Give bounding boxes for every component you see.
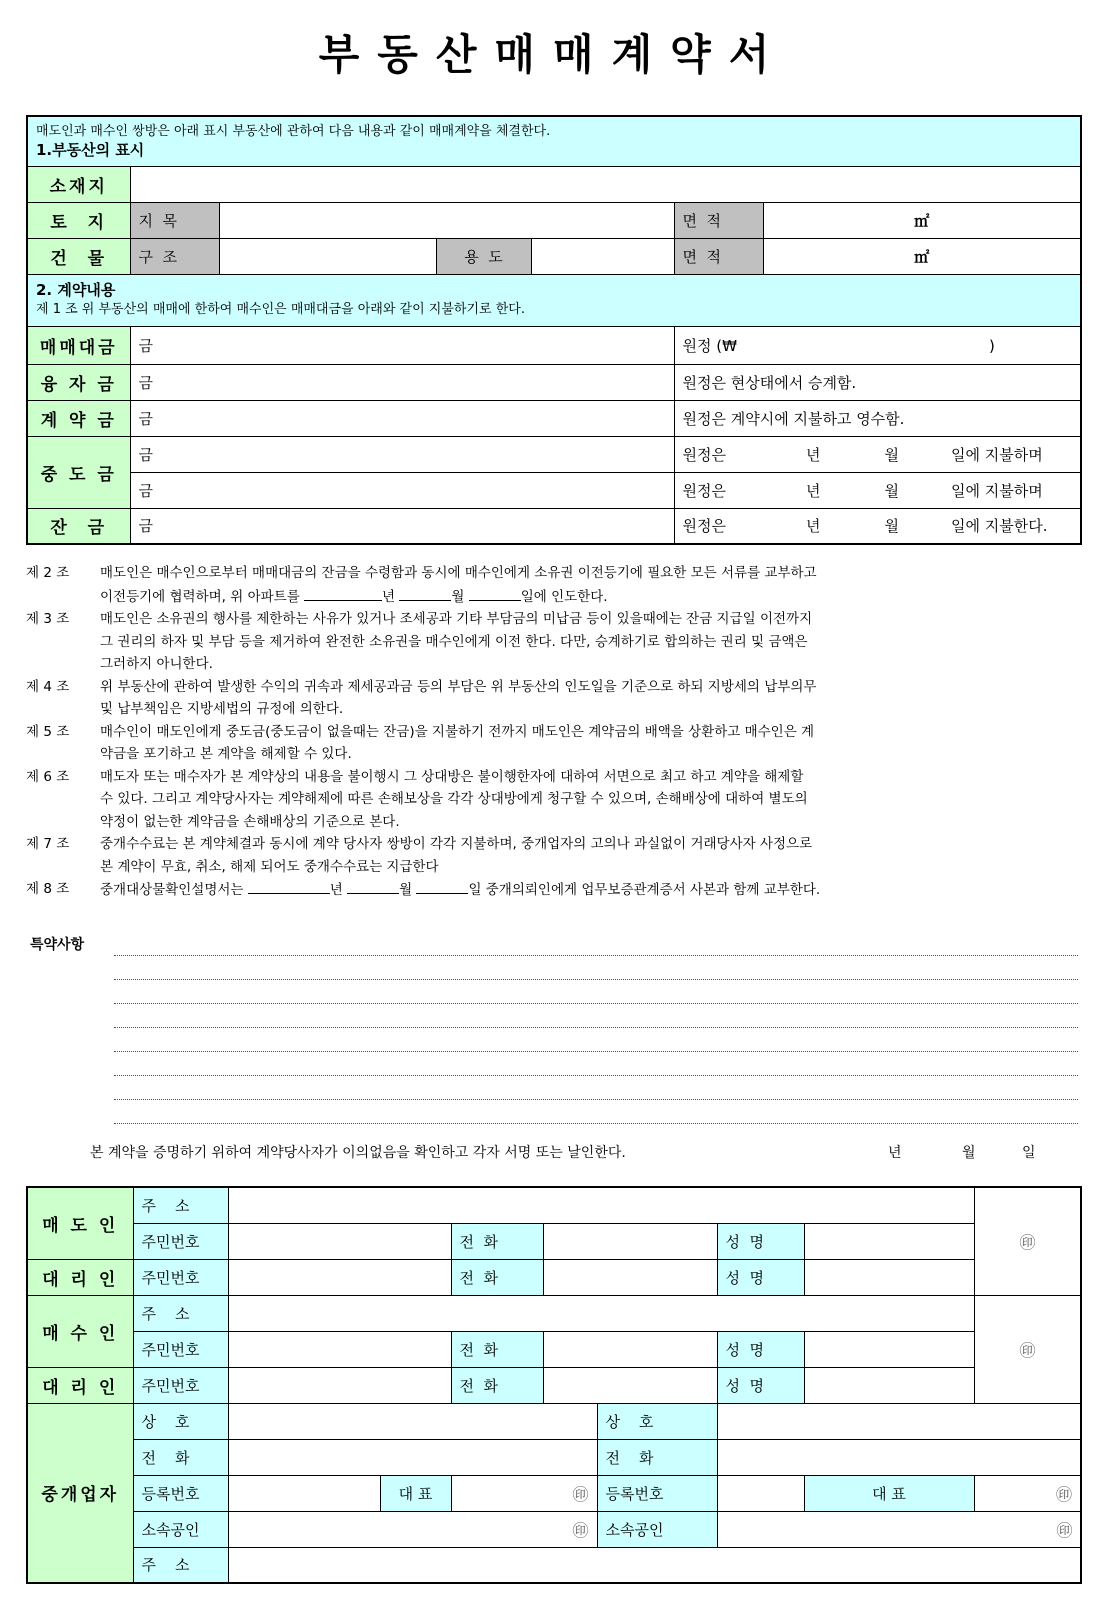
articles [26, 562, 1072, 902]
seller-agent-name-field[interactable] [804, 1259, 974, 1295]
year-text: 년 [805, 517, 821, 536]
year-text: 년 [805, 445, 821, 464]
price-amount-field[interactable] [130, 326, 674, 364]
broker-address-field[interactable] [228, 1547, 1081, 1583]
article-8 [26, 878, 1072, 902]
broker1-rep-label: 대 표 [380, 1475, 451, 1511]
article-no: 제 7 조 [26, 836, 70, 852]
article-no: 제 2 조 [26, 565, 70, 581]
article-no: 제 3 조 [26, 611, 70, 627]
broker2-rep-seal-icon[interactable]: ㊞ [974, 1475, 1081, 1511]
article-no: 제 5 조 [26, 723, 70, 740]
buyer-agent-phone-label: 전 화 [451, 1367, 543, 1403]
broker2-affiliate-label: 소속공인 [597, 1511, 717, 1547]
broker1-reg-field[interactable] [228, 1475, 380, 1511]
month-text: 월 [884, 517, 899, 536]
broker1-firm-field[interactable] [228, 1403, 597, 1439]
intro-cell [27, 116, 1081, 166]
day-pay-text: 일에 지불하며 [950, 445, 1043, 464]
special-terms-line[interactable] [114, 1099, 1078, 1100]
year-text: 년 [805, 481, 821, 500]
buyer-seal-icon: ㊞ [974, 1295, 1081, 1403]
special-terms-line[interactable] [114, 1123, 1078, 1124]
use-label: 용 도 [436, 238, 531, 274]
price-won-cell [674, 326, 1081, 364]
delivery-day-field[interactable] [416, 878, 468, 894]
article-text: 수 있다. 그리고 계약당사자는 계약해제에 따른 손해보상을 각각 상대방에게 청구할 수 있으며, 손해배상에 대하여 별도의 [100, 791, 808, 807]
article-text: 그러하지 아니한다. [100, 656, 213, 672]
special-terms-line[interactable] [114, 1051, 1078, 1052]
property-table [26, 115, 1082, 545]
buyer-address-field[interactable] [228, 1295, 974, 1331]
broker2-phone-label: 전 화 [597, 1439, 717, 1475]
special-terms-line[interactable] [114, 979, 1078, 980]
article-text: 중개수수료는 본 계약체결과 동시에 계약 당사자 쌍방이 각각 지불하며, 중개업자의 고의나 과실없이 거래당사자 사정으로 [100, 836, 813, 852]
article-4 [26, 676, 1072, 721]
article-no: 제 4 조 [26, 678, 70, 695]
seller-seal-icon: ㊞ [974, 1187, 1081, 1295]
location-field[interactable] [130, 166, 1081, 202]
geum-text: 금 [138, 481, 153, 500]
loan-won-text: 원정은 현상태에서 승계함. [674, 364, 1081, 400]
geum-text: 금 [138, 445, 153, 464]
broker2-phone-field[interactable] [717, 1439, 1081, 1475]
middle1-amount-field[interactable] [130, 436, 674, 472]
seller-label: 매 도 인 [27, 1187, 133, 1259]
buyer-agent-name-field[interactable] [804, 1367, 974, 1403]
middle2-won-cell [674, 472, 1081, 508]
land-area-field[interactable]: ㎡ [763, 202, 1081, 238]
day-pay-text: 일에 지불하며 [950, 481, 1043, 500]
loan-label: 융 자 금 [27, 364, 130, 400]
broker-address-label: 주 소 [133, 1547, 228, 1583]
seller-agent-id-field[interactable] [228, 1259, 451, 1295]
seller-name-field[interactable] [804, 1223, 974, 1259]
broker2-rep-label: 대 표 [804, 1475, 974, 1511]
month-text: 월 [884, 445, 899, 464]
special-terms-line[interactable] [114, 1027, 1078, 1028]
section1-title: 1.부동산의 표시 [36, 141, 145, 160]
balance-won-cell [674, 508, 1081, 544]
buyer-name-label: 성 명 [717, 1331, 804, 1367]
handover-day-field[interactable] [469, 585, 521, 601]
seller-id-label: 주민번호 [133, 1223, 228, 1259]
buyer-phone-field[interactable] [543, 1331, 717, 1367]
geum-text: 금 [138, 517, 153, 536]
broker2-firm-label: 상 호 [597, 1403, 717, 1439]
price-label: 매매대금 [27, 326, 130, 364]
day-text: 일 중개의뢰인에게 업무보증관계증서 사본과 함께 교부한다. [468, 882, 821, 898]
special-terms-line[interactable] [114, 1075, 1078, 1076]
confirm-text: 본 계약을 증명하기 위하여 계약당사자가 이의없음을 확인하고 각자 서명 또는 날인한다. [90, 1145, 626, 1161]
article-text: 매도인은 소유권의 행사를 제한하는 사유가 있거나 조세공과 기타 부담금의 미납금 등이 있을때에는 잔금 지급일 이전까지 [100, 611, 813, 627]
special-terms-label: 특약사항 [30, 937, 85, 953]
seller-agent-name-label: 성 명 [717, 1259, 804, 1295]
use-field[interactable] [531, 238, 674, 274]
buyer-id-label: 주민번호 [133, 1331, 228, 1367]
parties-table [26, 1186, 1082, 1584]
buyer-agent-phone-field[interactable] [543, 1367, 717, 1403]
deposit-label: 계 약 금 [27, 400, 130, 436]
buyer-agent-label: 대 리 인 [27, 1367, 133, 1403]
geum-text: 금 [138, 409, 153, 428]
price-paren: ) [988, 336, 995, 355]
seller-agent-phone-label: 전 화 [451, 1259, 543, 1295]
buyer-address-label: 주 소 [133, 1295, 228, 1331]
broker1-rep-seal-icon[interactable]: ㊞ [451, 1475, 597, 1511]
broker2-reg-field[interactable] [717, 1475, 804, 1511]
article-text: 위 부동산에 관하여 발생한 수익의 귀속과 제세공과금 등의 부담은 위 부동산의 인도일을 기준으로 하되 지방세의 납부의무 [100, 678, 817, 695]
seller-agent-phone-field[interactable] [543, 1259, 717, 1295]
delivery-month-field[interactable] [347, 878, 399, 894]
article-no: 제 8 조 [26, 881, 70, 897]
won-text: 원정은 [682, 517, 726, 536]
broker1-firm-label: 상 호 [133, 1403, 228, 1439]
broker1-reg-label: 등록번호 [133, 1475, 228, 1511]
won-text: 원정은 [682, 445, 726, 464]
seller-address-label: 주 소 [133, 1187, 228, 1223]
article-text: 매수인이 매도인에게 중도금(중도금이 없을때는 잔금)을 지불하기 전까지 매도인은 계약금의 배액을 상환하고 매수인은 계 [100, 723, 815, 740]
land-area-label: 면 적 [674, 202, 763, 238]
land-label: 토 지 [27, 202, 130, 238]
broker2-firm-field[interactable] [717, 1403, 1081, 1439]
article1-text: 제 1 조 위 부동산의 매매에 한하여 매수인은 매매대금을 아래와 같이 지불하기로 한다. [36, 302, 525, 317]
balance-label: 잔 금 [27, 508, 130, 544]
broker2-affiliate-seal-icon[interactable]: ㊞ [717, 1511, 1081, 1547]
price-won-text: 원정 (₩ [682, 336, 737, 355]
article-text: 중개대상물확인설명서는 [100, 882, 244, 898]
broker2-reg-label: 등록번호 [597, 1475, 717, 1511]
deposit-won-text: 원정은 계약시에 지불하고 영수함. [674, 400, 1081, 436]
year-text: 년 [329, 882, 343, 898]
article-text: 및 납부책임은 지방세법의 규정에 의한다. [100, 701, 344, 717]
article-text: 약금을 포기하고 본 계약을 해제할 수 있다. [100, 746, 352, 762]
building-label: 건 물 [27, 238, 130, 274]
page-title: 부동산매매계약서 [318, 30, 788, 79]
sign-month: 월 [962, 1145, 976, 1161]
article-text: 그 권리의 하자 및 부담 등을 제거하여 완전한 소유권을 매수인에게 이전 한다. 다만, 승계하기로 합의하는 권리 및 금액은 [100, 633, 808, 650]
buyer-agent-name-label: 성 명 [717, 1367, 804, 1403]
buyer-name-field[interactable] [804, 1331, 974, 1367]
middle1-won-cell [674, 436, 1081, 472]
land-category-field[interactable] [219, 202, 674, 238]
article-2 [26, 562, 1072, 608]
buyer-label: 매 수 인 [27, 1295, 133, 1367]
handover-year-field[interactable] [304, 585, 382, 601]
delivery-year-field[interactable] [248, 878, 330, 894]
land-category-label: 지 목 [130, 202, 219, 238]
day-final-text: 일에 지불한다. [950, 517, 1048, 536]
broker1-affiliate-seal-icon[interactable]: ㊞ [228, 1511, 597, 1547]
section2-cell [27, 274, 1081, 326]
article-text: 약정이 없는한 계약금을 손해배상의 기준으로 본다. [100, 813, 400, 830]
article-3 [26, 608, 1072, 676]
seller-phone-label: 전 화 [451, 1223, 543, 1259]
buyer-agent-id-field[interactable] [228, 1367, 451, 1403]
buyer-agent-id-label: 주민번호 [133, 1367, 228, 1403]
month-text: 월 [451, 588, 465, 605]
structure-field[interactable] [219, 238, 436, 274]
sign-year: 년 [888, 1145, 902, 1161]
day-text: 일에 인도한다. [520, 588, 608, 605]
seller-agent-id-label: 주민번호 [133, 1259, 228, 1295]
buyer-phone-label: 전 화 [451, 1331, 543, 1367]
geum-text: 금 [138, 373, 153, 392]
article-text: 매도자 또는 매수자가 본 계약상의 내용을 불이행시 그 상대방은 불이행한자에 대하여 서면으로 최고 하고 계약을 해제할 [100, 768, 804, 785]
middle2-amount-field[interactable] [130, 472, 674, 508]
building-area-field[interactable]: ㎡ [763, 238, 1081, 274]
broker1-phone-field[interactable] [228, 1439, 597, 1475]
buyer-id-field[interactable] [228, 1331, 451, 1367]
deposit-amount-field[interactable] [130, 400, 674, 436]
article-text: 매도인은 매수인으로부터 매매대금의 잔금을 수령함과 동시에 매수인에게 소유권 이전등기에 필요한 모든 서류를 교부하고 [100, 565, 817, 581]
middle-label: 중 도 금 [27, 436, 130, 508]
article-6 [26, 766, 1072, 834]
special-terms-line[interactable] [114, 1003, 1078, 1004]
seller-id-field[interactable] [228, 1223, 451, 1259]
intro-text: 매도인과 매수인 쌍방은 아래 표시 부동산에 관하여 다음 내용과 같이 매매계약을 체결한다. [36, 124, 551, 140]
article-no: 제 6 조 [26, 768, 70, 785]
structure-label: 구 조 [130, 238, 219, 274]
broker1-affiliate-label: 소속공인 [133, 1511, 228, 1547]
won-text: 원정은 [682, 481, 726, 500]
article-text: 본 계약이 무효, 취소, 해제 되어도 중개수수료는 지급한다 [100, 858, 439, 875]
building-area-label: 면 적 [674, 238, 763, 274]
article-text: 이전등기에 협력하며, 위 아파트를 [100, 588, 300, 605]
month-text: 월 [884, 481, 899, 500]
seller-address-field[interactable] [228, 1187, 974, 1223]
special-terms-line[interactable] [114, 955, 1078, 956]
handover-month-field[interactable] [399, 585, 451, 601]
balance-amount-field[interactable] [130, 508, 674, 544]
broker1-phone-label: 전 화 [133, 1439, 228, 1475]
year-text: 년 [382, 588, 396, 605]
article-5 [26, 721, 1072, 766]
sign-day: 일 [1022, 1145, 1036, 1161]
geum-text: 금 [138, 336, 153, 355]
seller-phone-field[interactable] [543, 1223, 717, 1259]
broker-label: 중개업자 [27, 1403, 133, 1583]
seller-name-label: 성 명 [717, 1223, 804, 1259]
loan-amount-field[interactable] [130, 364, 674, 400]
location-label: 소재지 [27, 166, 130, 202]
seller-agent-label: 대 리 인 [27, 1259, 133, 1295]
month-text: 월 [399, 882, 413, 898]
article-7 [26, 833, 1072, 878]
section2-title: 2. 계약내용 [36, 281, 116, 299]
